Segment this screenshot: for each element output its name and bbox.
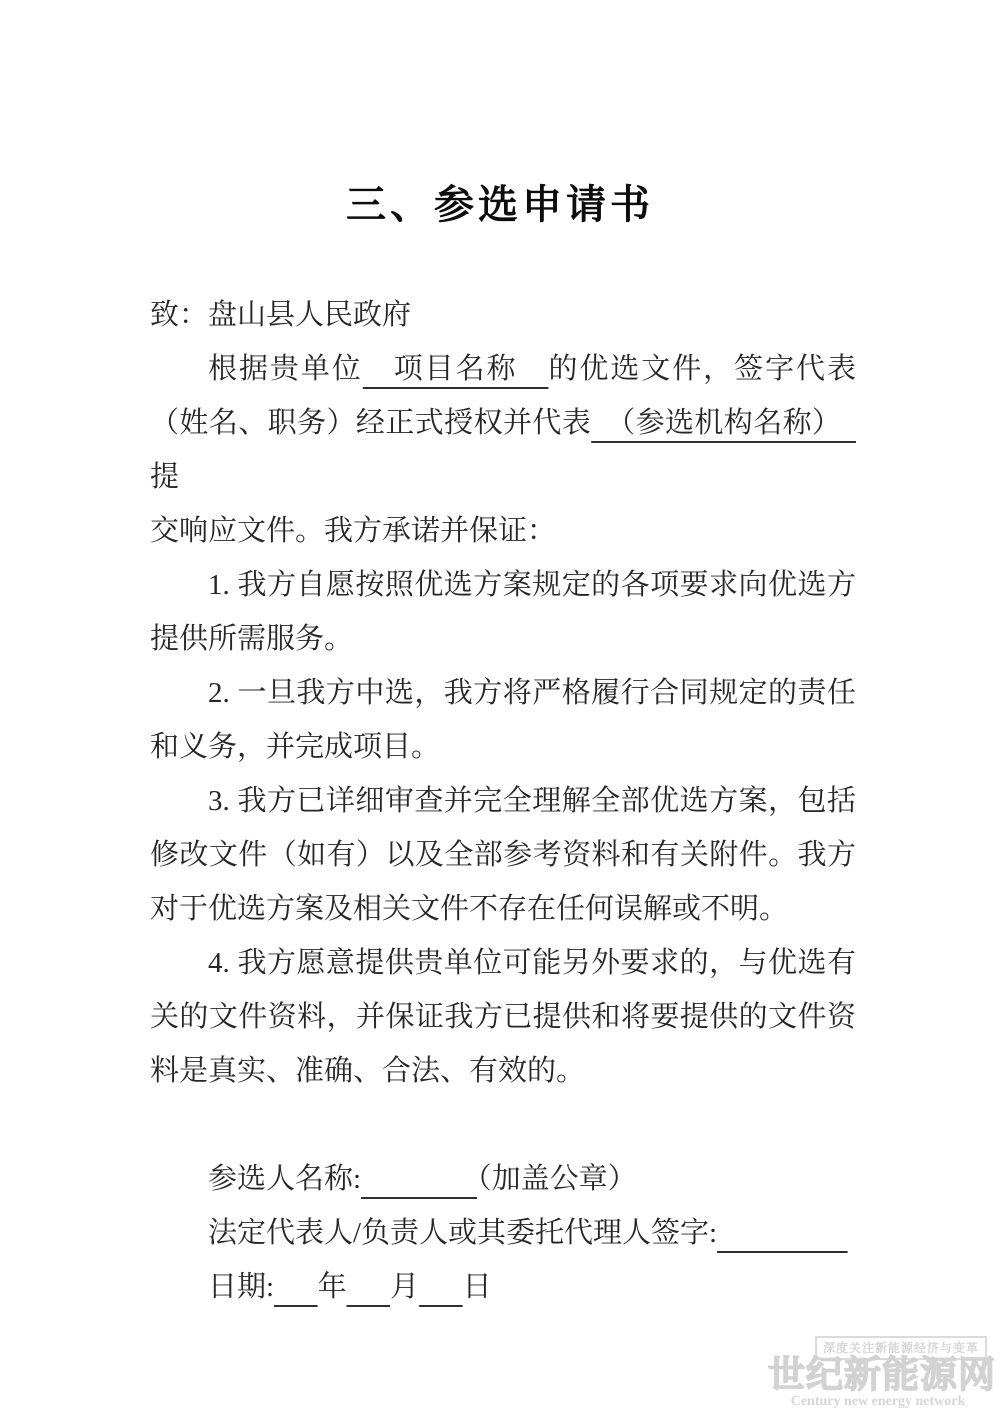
- line-spacer: [150, 1098, 856, 1152]
- page-title: 三、参选申请书: [346, 183, 654, 227]
- text-segment: 年: [317, 1271, 347, 1303]
- line-item3-1: [150, 774, 856, 828]
- text-segment: 根据贵单位: [208, 353, 363, 385]
- text-segment: 提: [150, 461, 180, 493]
- text-segment: 法定代表人/负责人或其委托代理人签字:: [208, 1217, 718, 1249]
- text-segment: 4. 我方愿意提供贵单位可能另外要求的，与优选有: [208, 947, 856, 979]
- line-date: [150, 1260, 856, 1314]
- fill-in-blank: [347, 1271, 391, 1303]
- text-segment: 交响应文件。我方承诺并保证：: [150, 515, 557, 547]
- text-segment: （姓名、职务）经正式授权并代表: [150, 407, 592, 439]
- line-item3-3: [150, 882, 856, 936]
- line-item4-1: [150, 936, 856, 990]
- fill-in-blank: [274, 1271, 318, 1303]
- line-item3-2: [150, 828, 856, 882]
- fill-in-blank: [419, 1271, 463, 1303]
- line-item2-2: [150, 720, 856, 774]
- fill-in-blank: [361, 1163, 477, 1195]
- line-item1-1: [150, 558, 856, 612]
- line-item1-2: [150, 612, 856, 666]
- line-intro-1: [150, 342, 856, 396]
- line-intro-3: [150, 504, 856, 558]
- line-item2-1: [150, 666, 856, 720]
- text-segment: 日: [462, 1271, 492, 1303]
- text-segment: 参选人名称:: [208, 1163, 362, 1195]
- watermark-logo-text: 世纪新能源网: [768, 1354, 996, 1395]
- fill-in-blank: 项目名称: [362, 353, 549, 385]
- line-signature: [150, 1206, 856, 1260]
- text-segment: 日期:: [208, 1271, 275, 1303]
- watermark-tagline: 深度关注新能源经济与变革: [822, 1341, 979, 1355]
- line-salutation: [150, 288, 856, 342]
- line-item4-3: [150, 1044, 856, 1098]
- fill-in-blank: [717, 1217, 848, 1249]
- text-segment: 1. 我方自愿按照优选方案规定的各项要求向优选方: [208, 569, 856, 601]
- text-segment: 关的文件资料，并保证我方已提供和将要提供的文件资: [150, 1001, 856, 1033]
- line-applicant-name: [150, 1152, 856, 1206]
- watermark-logo-subtext: Century new energy network: [790, 1394, 966, 1409]
- text-segment: 修改文件（如有）以及全部参考资料和有关附件。我方: [150, 839, 856, 871]
- text-segment: 致：盘山县人民政府: [150, 299, 412, 331]
- fill-in-blank: （参选机构名称）: [591, 407, 856, 439]
- line-intro-2: [150, 396, 856, 504]
- text-segment: 和义务，并完成项目。: [150, 731, 441, 763]
- text-segment: 对于优选方案及相关文件不存在任何误解或不明。: [150, 893, 789, 925]
- text-segment: 的优选文件，签字代表: [548, 353, 856, 385]
- text-segment: 提供所需服务。: [150, 623, 354, 655]
- text-segment: 料是真实、准确、合法、有效的。: [150, 1055, 586, 1087]
- text-segment: 2. 一旦我方中选，我方将严格履行合同规定的责任: [208, 677, 856, 709]
- text-segment: （加盖公章）: [477, 1163, 637, 1195]
- line-item4-2: [150, 990, 856, 1044]
- text-segment: 月: [390, 1271, 420, 1303]
- text-segment: 3. 我方已详细审查并完全理解全部优选方案，包括: [208, 785, 856, 817]
- document-body: [150, 288, 856, 1314]
